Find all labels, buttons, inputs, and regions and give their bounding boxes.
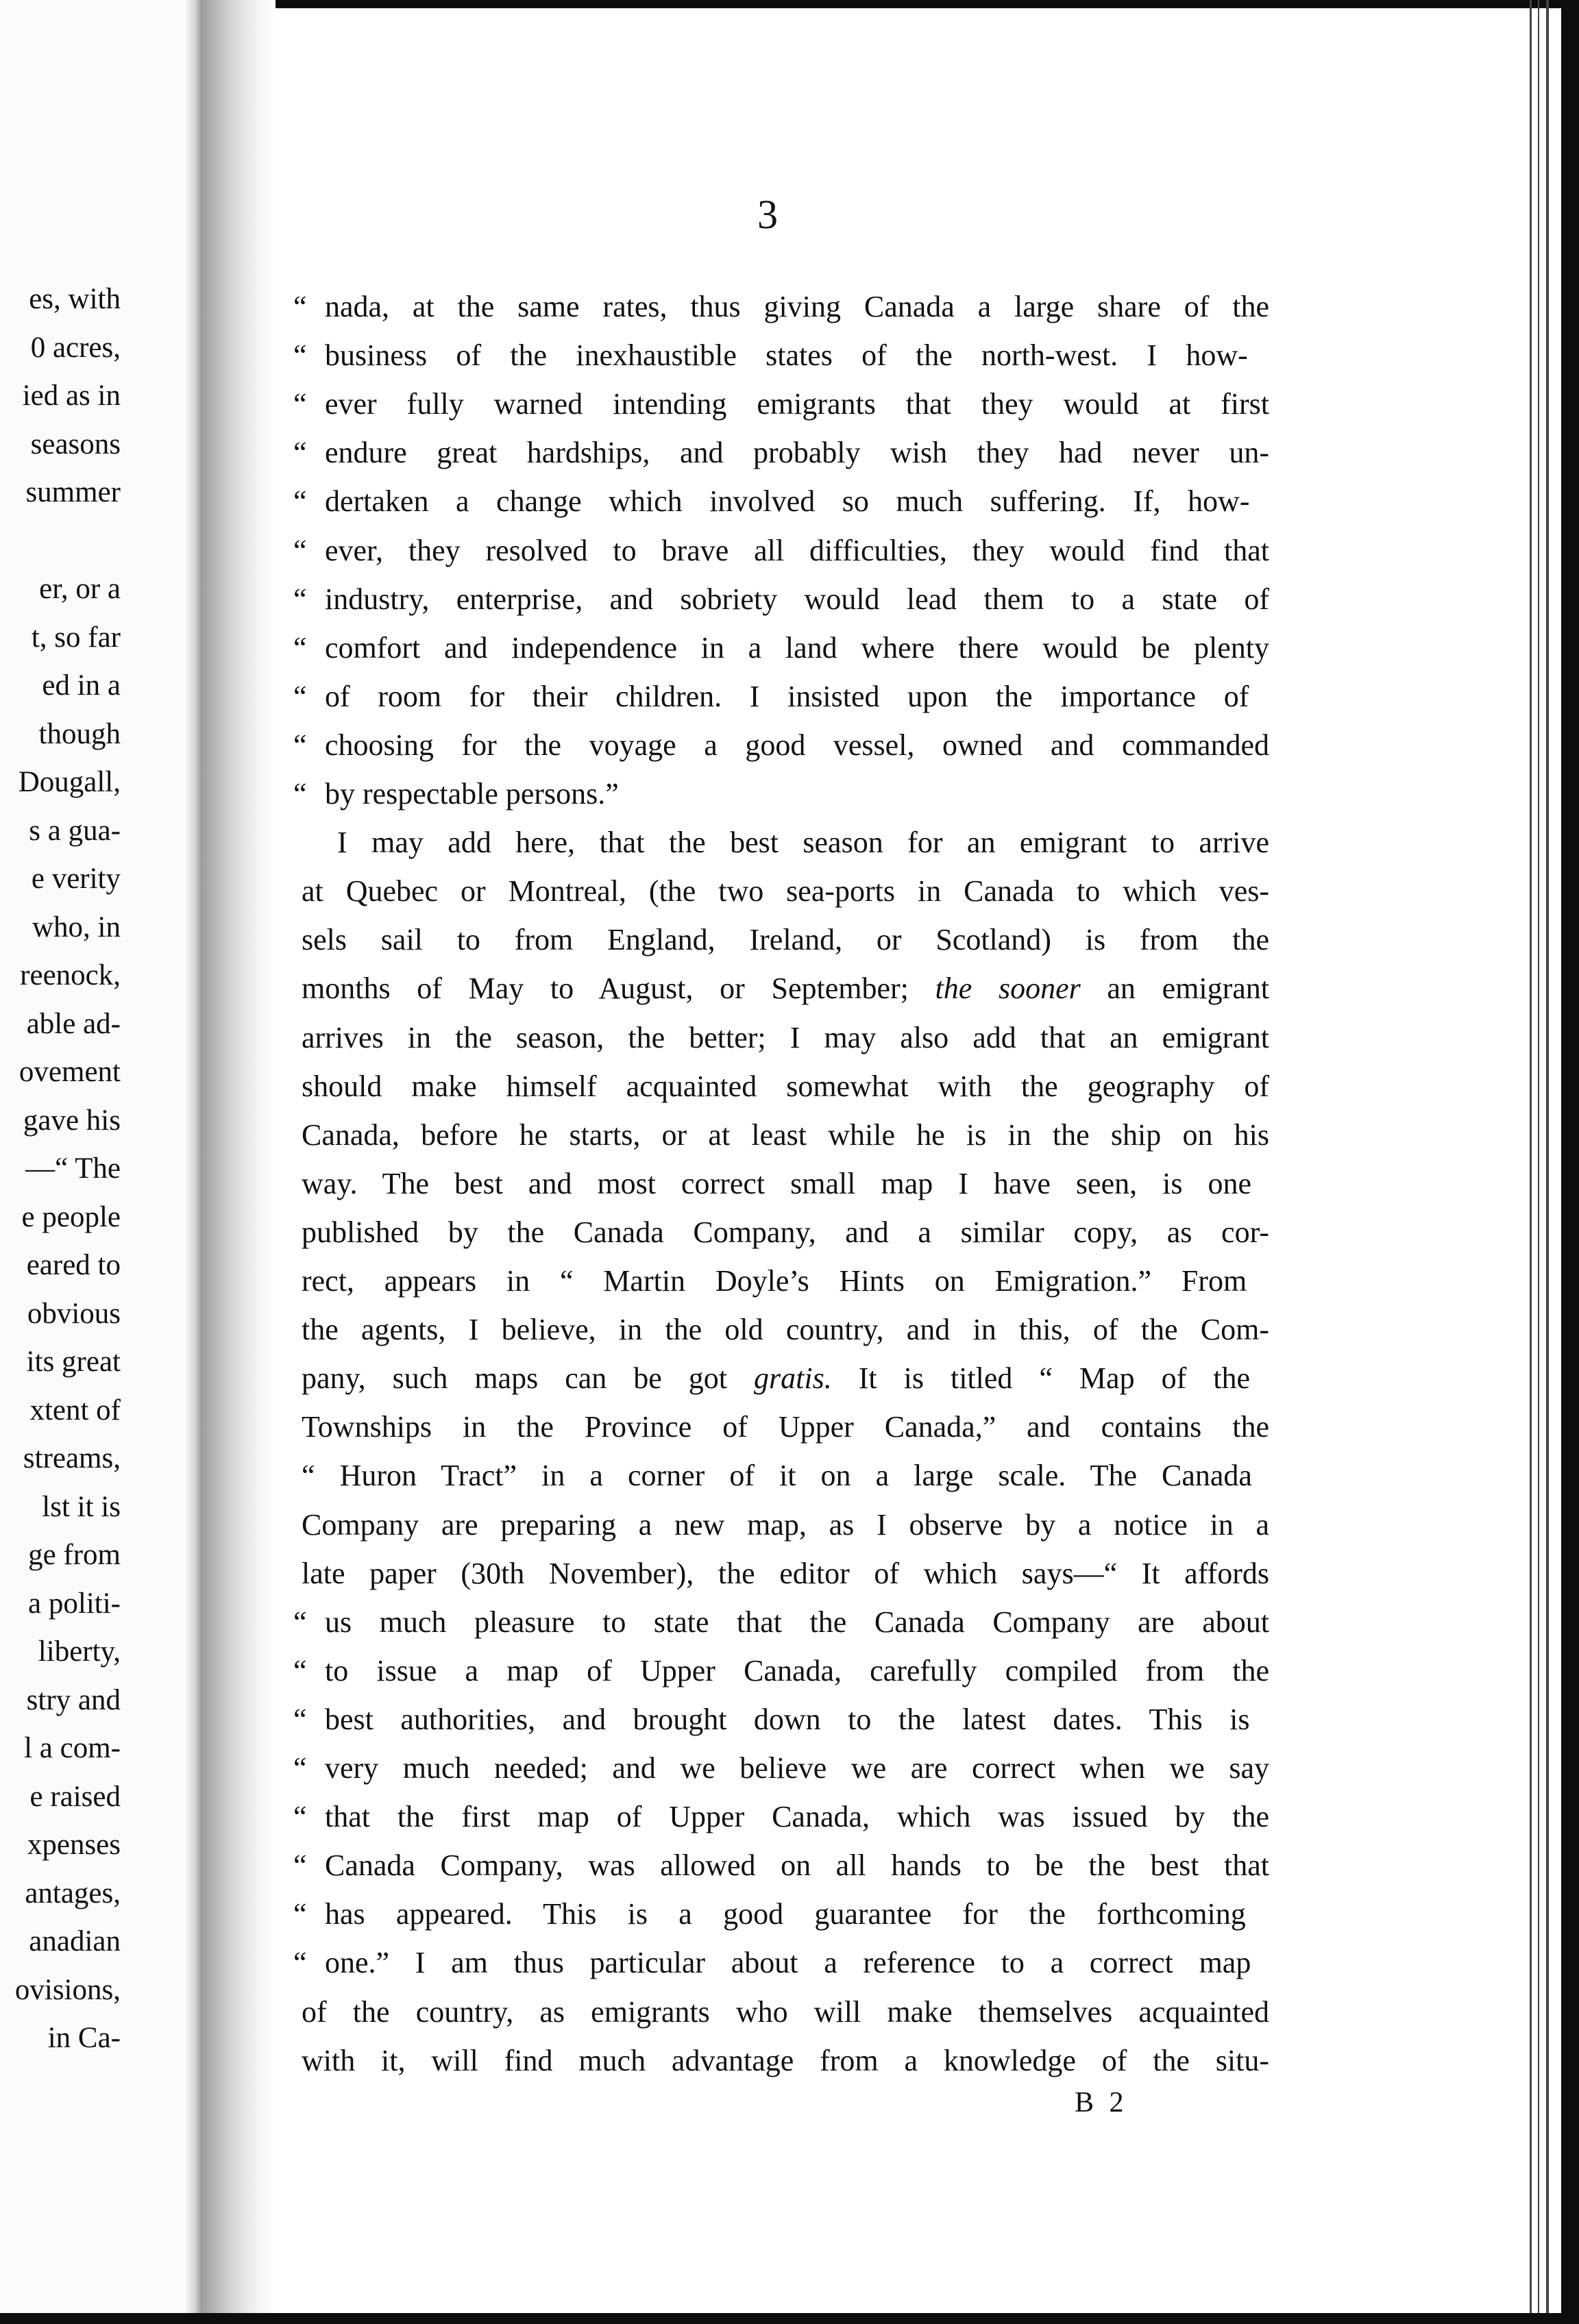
text-line bbox=[293, 1841, 1269, 1890]
quote-mark: “ bbox=[293, 387, 307, 421]
line-text: Townships in the Province of Upper Canada,” and contains the bbox=[302, 1410, 1269, 1444]
line-text: by respectable persons.” bbox=[325, 777, 619, 811]
line-text: Canada Company, was allowed on all hands to be the best that bbox=[325, 1849, 1269, 1883]
facing-page-line: ovement bbox=[19, 1056, 121, 1088]
text-line bbox=[302, 1451, 1252, 1500]
quote-mark: “ bbox=[293, 1897, 307, 1931]
page-edge-line bbox=[1546, 0, 1549, 2324]
line-text: of the country, as emigrants who will make themselves acquainted bbox=[302, 1994, 1269, 2029]
text-line bbox=[302, 1159, 1251, 1208]
text-line bbox=[293, 428, 1269, 477]
text-line bbox=[293, 380, 1269, 428]
facing-page-line: who, in bbox=[32, 911, 121, 943]
line-text: rect, appears in “ Martin Doyle’s Hints on Emigration.” From bbox=[302, 1264, 1247, 1298]
text-line bbox=[302, 1402, 1269, 1451]
facing-page-line: anadian bbox=[29, 1925, 121, 1957]
text-line bbox=[302, 1257, 1247, 1305]
quote-mark: “ bbox=[293, 1751, 307, 1785]
facing-page-line: summer bbox=[25, 476, 121, 508]
facing-page-line: t, so far bbox=[31, 621, 121, 654]
quote-mark: “ bbox=[293, 1800, 307, 1834]
text-line bbox=[293, 526, 1269, 575]
facing-page-line: though bbox=[38, 717, 121, 750]
text-line bbox=[293, 331, 1248, 380]
text-line bbox=[293, 1598, 1269, 1646]
text-line bbox=[337, 818, 1269, 867]
line-text: has appeared. This is a good guarantee for the forthcoming bbox=[325, 1897, 1246, 1931]
line-text: pany, such maps can be got gratis. It is titled “ Map of the bbox=[302, 1361, 1250, 1396]
page-edge-line bbox=[1538, 0, 1539, 2324]
quote-mark: “ bbox=[293, 533, 307, 567]
facing-page-line: seasons bbox=[30, 428, 121, 460]
quote-mark: “ bbox=[293, 1702, 307, 1736]
facing-page-line: eared to bbox=[26, 1249, 121, 1281]
text-line bbox=[302, 1305, 1269, 1354]
line-text: months of May to August, or September; the sooner an emigrant bbox=[302, 972, 1269, 1006]
facing-page-line: e raised bbox=[29, 1780, 121, 1813]
facing-page-line: streams, bbox=[23, 1442, 121, 1474]
facing-page-line: able ad- bbox=[26, 1007, 121, 1040]
text-line bbox=[302, 1988, 1269, 2036]
line-text: of room for their children. I insisted upon the importance of bbox=[325, 679, 1249, 713]
quote-mark: “ bbox=[293, 1605, 307, 1639]
facing-page-line: antages, bbox=[25, 1877, 121, 1909]
line-text: that the first map of Upper Canada, which was issued by the bbox=[325, 1800, 1269, 1834]
text-line bbox=[302, 1354, 1250, 1402]
scan-border-bottom bbox=[0, 2313, 1579, 2324]
text-line bbox=[293, 1744, 1269, 1792]
line-text: I may add here, that the best season for an emigrant to arrive bbox=[337, 826, 1269, 860]
facing-page-line: e verity bbox=[31, 863, 121, 895]
text-line bbox=[293, 1792, 1269, 1841]
quote-mark: “ bbox=[293, 630, 307, 665]
text-line bbox=[293, 282, 1269, 331]
line-text: the agents, I believe, in the old country, and in this, of the Com- bbox=[302, 1313, 1269, 1347]
quote-mark: “ bbox=[293, 582, 307, 616]
line-text: at Quebec or Montreal, (the two sea-ports in Canada to which ves- bbox=[302, 874, 1269, 908]
text-line bbox=[293, 623, 1269, 672]
facing-page-line: reenock, bbox=[20, 959, 121, 991]
text-line bbox=[293, 769, 619, 818]
line-text: should make himself acquainted somewhat with the geography of bbox=[302, 1069, 1269, 1103]
line-text: ever fully warned intending emigrants that they would at first bbox=[325, 387, 1269, 421]
text-line bbox=[302, 1013, 1269, 1062]
facing-page-line: xtent of bbox=[29, 1394, 121, 1426]
line-text: published by the Canada Company, and a similar copy, as cor- bbox=[302, 1215, 1269, 1249]
line-text: dertaken a change which involved so much suffering. If, how- bbox=[325, 484, 1250, 519]
book-gutter-shadow bbox=[186, 0, 276, 2324]
text-line bbox=[293, 477, 1249, 526]
facing-page-line: ovisions, bbox=[14, 1973, 121, 2006]
facing-page-line: obvious bbox=[27, 1297, 121, 1330]
facing-page-line: ied as in bbox=[22, 380, 121, 412]
facing-page-line: lst it is bbox=[42, 1490, 121, 1523]
facing-page-line: er, or a bbox=[39, 573, 121, 605]
text-line bbox=[302, 1549, 1269, 1598]
facing-page-line: its great bbox=[26, 1346, 121, 1378]
text-line bbox=[302, 1500, 1269, 1549]
page-number: 3 bbox=[757, 192, 778, 237]
facing-page-line: es, with bbox=[29, 283, 121, 315]
text-line bbox=[302, 964, 1269, 1013]
facing-page-line: —“ The bbox=[25, 1152, 121, 1185]
text-line bbox=[293, 1695, 1250, 1744]
text-line bbox=[302, 1208, 1269, 1257]
facing-page-line: s a gua- bbox=[29, 814, 121, 847]
facing-page-line: xpenses bbox=[27, 1829, 121, 1861]
facing-page-line: in Ca- bbox=[47, 2022, 121, 2054]
line-text: endure great hardships, and probably wish they had never un- bbox=[325, 436, 1269, 470]
line-text: comfort and independence in a land where there would be plenty bbox=[325, 630, 1269, 665]
facing-page-line: liberty, bbox=[38, 1635, 121, 1668]
quote-mark: “ bbox=[293, 436, 307, 470]
facing-page-line: l a com- bbox=[24, 1732, 121, 1764]
quote-mark: “ bbox=[293, 290, 307, 323]
facing-page-line: 0 acres, bbox=[30, 331, 121, 364]
line-text: us much pleasure to state that the Canada Company are about bbox=[325, 1605, 1269, 1639]
quote-mark: “ bbox=[293, 484, 307, 519]
facing-page-line: e people bbox=[21, 1200, 121, 1233]
line-text: choosing for the voyage a good vessel, owned and commanded bbox=[325, 728, 1269, 762]
line-text: nada, at the same rates, thus giving Canada a large share of the bbox=[325, 290, 1269, 323]
facing-page-line: a politi- bbox=[28, 1587, 121, 1620]
line-text: with it, will find much advantage from a knowledge of the situ- bbox=[302, 2043, 1269, 2077]
text-line bbox=[293, 672, 1249, 721]
line-text: very much needed; and we believe we are correct when we say bbox=[325, 1751, 1269, 1785]
line-text: one.” I am thus particular about a reference to a correct map bbox=[325, 1946, 1251, 1980]
text-line bbox=[293, 721, 1269, 769]
text-line bbox=[302, 2036, 1269, 2085]
quote-mark: “ bbox=[293, 679, 307, 713]
line-text: arrives in the season, the better; I may also add that an emigrant bbox=[302, 1020, 1269, 1054]
line-text: best authorities, and brought down to the latest dates. This is bbox=[325, 1702, 1250, 1736]
text-line bbox=[302, 1062, 1269, 1111]
line-text: business of the inexhaustible states of the north-west. I how- bbox=[325, 338, 1248, 373]
line-text: Company are preparing a new map, as I observe by a notice in a bbox=[302, 1507, 1269, 1542]
text-line bbox=[293, 1938, 1251, 1987]
scan-border-right bbox=[1561, 0, 1579, 2324]
facing-page-line: ed in a bbox=[42, 669, 121, 702]
quote-mark: “ bbox=[293, 338, 307, 373]
quote-mark: “ bbox=[293, 1653, 307, 1688]
line-text: ever, they resolved to brave all difficulties, they would find that bbox=[325, 533, 1269, 567]
line-text: industry, enterprise, and sobriety would lead them to a state of bbox=[325, 582, 1269, 616]
signature-mark: B 2 bbox=[1075, 2087, 1128, 2118]
text-line bbox=[302, 1111, 1269, 1159]
text-line bbox=[293, 575, 1269, 623]
text-line bbox=[293, 1646, 1269, 1695]
facing-page-line: gave his bbox=[23, 1104, 121, 1137]
facing-page-fragment bbox=[0, 0, 186, 2324]
line-text: way. The best and most correct small map I have seen, is one bbox=[302, 1166, 1251, 1200]
quote-mark: “ bbox=[293, 777, 307, 811]
line-text: “ Huron Tract” in a corner of it on a large scale. The Canada bbox=[302, 1459, 1252, 1493]
quote-mark: “ bbox=[293, 728, 307, 762]
page-edge-line bbox=[1530, 0, 1532, 2324]
quote-mark: “ bbox=[293, 1946, 307, 1980]
text-line bbox=[302, 867, 1269, 915]
line-text: Canada, before he starts, or at least while he is in the ship on his bbox=[302, 1117, 1269, 1152]
text-line bbox=[302, 915, 1269, 964]
text-line bbox=[293, 1890, 1246, 1938]
facing-page-line: Dougall, bbox=[18, 766, 121, 798]
line-text: to issue a map of Upper Canada, carefully compiled from the bbox=[325, 1653, 1269, 1688]
quote-mark: “ bbox=[293, 1849, 307, 1883]
line-text: sels sail to from England, Ireland, or Scotland) is from the bbox=[302, 923, 1269, 957]
facing-page-line: ge from bbox=[28, 1539, 121, 1571]
facing-page-line: stry and bbox=[26, 1683, 121, 1716]
line-text: late paper (30th November), the editor of which says—“ It affords bbox=[302, 1556, 1269, 1590]
